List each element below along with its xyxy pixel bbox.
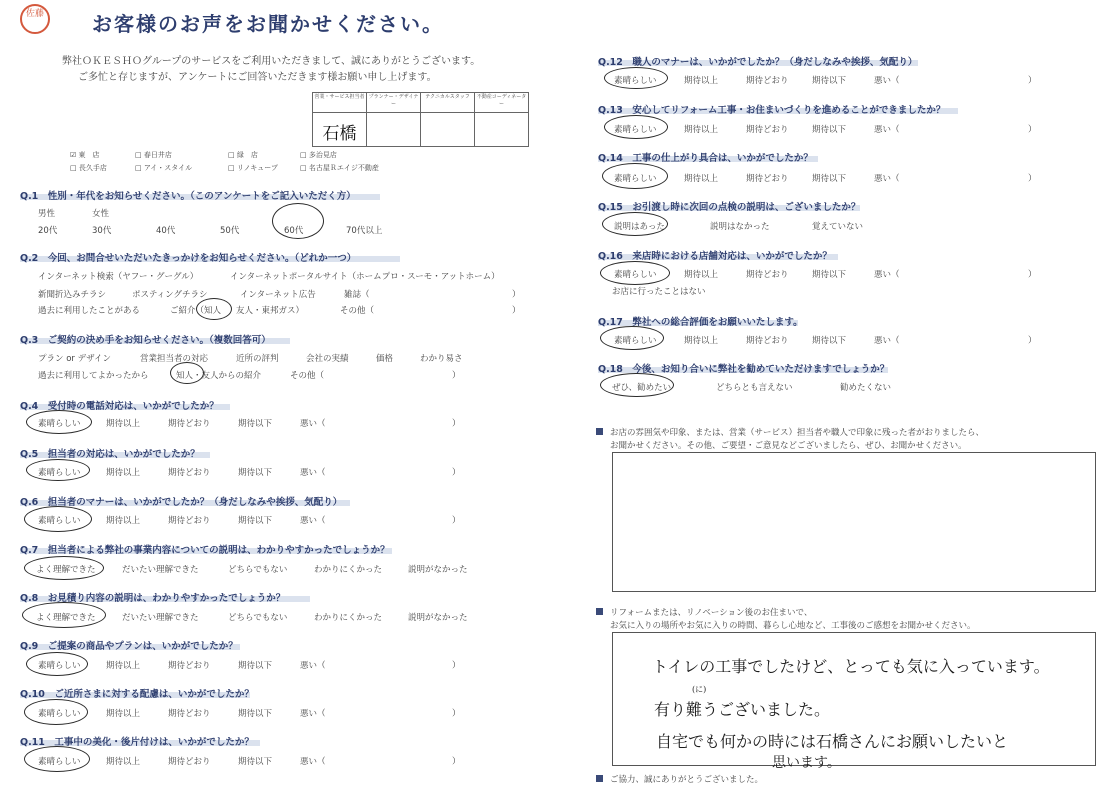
option[interactable]: 期待以下 — [238, 757, 273, 767]
store-checkbox[interactable]: □ 春日井店 — [135, 151, 172, 159]
footer-thanks: ご協力、誠にありがとうございました。 — [610, 775, 764, 785]
staff-header: テクニカルスタッフ — [421, 93, 475, 113]
question-q9: Q.9 ご提案の商品やプランは、いかがでしたか？ — [20, 641, 238, 652]
option[interactable]: 期待以上 — [106, 516, 141, 526]
option[interactable]: 悪い（ — [874, 125, 900, 135]
answer-circle — [24, 556, 104, 580]
option[interactable]: 素晴らしい — [38, 516, 81, 526]
option[interactable]: 期待以上 — [106, 661, 141, 671]
option: ） — [1028, 174, 1037, 184]
option[interactable]: 期待どおり — [168, 757, 211, 767]
option[interactable]: 悪い（ — [874, 336, 900, 346]
option[interactable]: 素晴らしい — [614, 336, 657, 346]
answer-circle — [24, 506, 92, 532]
option[interactable]: 期待以下 — [812, 125, 847, 135]
question-q13: Q.13 安心してリフォーム工事・お住まいづくりを進めることができましたか？ — [598, 105, 946, 116]
option[interactable]: だいたい理解できた — [122, 565, 199, 575]
option[interactable]: 期待どおり — [746, 270, 789, 280]
option[interactable]: わかり易さ — [420, 354, 463, 364]
question-q7: Q.7 担当者による弊社の事業内容についての説明は、わかりやすかったでしょうか？ — [20, 545, 390, 556]
option[interactable]: 知人・友人からの紹介 — [176, 371, 262, 381]
option[interactable]: ポスティングチラシ — [132, 290, 208, 300]
option[interactable]: 素晴らしい — [38, 419, 81, 429]
question-q6: Q.6 担当者のマナーは、いかがでしたか？（身だしなみや挨拶、気配り） — [20, 497, 343, 508]
handwritten-note: (に) — [692, 685, 707, 694]
option[interactable]: 素晴らしい — [38, 661, 81, 671]
intro-line-1: 弊社ＯＫＥＳＨＯグループのサービスをご利用いただきまして、誠にありがとうございます。 — [62, 56, 481, 67]
option[interactable]: 30代 — [92, 226, 112, 236]
option[interactable]: インターネット検索（ヤフー・グーグル） — [38, 272, 199, 282]
intro-line-2: ご多忙と存じますが、アンケートにご回答いただきます様お願い申し上げます。 — [78, 72, 437, 83]
bullet-square — [596, 428, 603, 435]
option[interactable]: 悪い（ — [300, 516, 326, 526]
option[interactable]: 期待以下 — [238, 468, 273, 478]
option[interactable]: ぜひ、勧めたい — [612, 383, 672, 393]
comment-box-1[interactable] — [612, 452, 1096, 592]
option[interactable]: 知人 — [204, 306, 222, 316]
question-q18: Q.18 今後、お知り合いに弊社を勧めていただけますでしょうか？ — [598, 364, 890, 375]
handwritten-line-2: 有り難うございました。 — [654, 700, 831, 719]
option[interactable]: 悪い（ — [300, 661, 326, 671]
bullet-square — [596, 608, 603, 615]
staff-value[interactable] — [421, 113, 475, 147]
option[interactable]: 期待以下 — [238, 419, 273, 429]
option[interactable]: 期待以上 — [106, 468, 141, 478]
question-q11: Q.11 工事中の美化・後片付けは、いかがでしたか？ — [20, 737, 254, 748]
option[interactable]: 悪い（ — [300, 468, 326, 478]
answer-circle — [26, 652, 88, 676]
option[interactable]: 新聞折込みチラシ — [38, 290, 107, 300]
answer-circle — [272, 203, 324, 239]
option: ） — [452, 661, 461, 671]
option[interactable]: 覚えていない — [812, 222, 864, 232]
seal-stamp: 佐藤 — [20, 4, 50, 34]
option[interactable]: 期待以上 — [684, 336, 719, 346]
option[interactable]: その他（ — [340, 306, 375, 316]
option[interactable]: 過去に利用してよかったから — [38, 371, 149, 381]
question-q8: Q.8 お見積り内容の説明は、わかりやすかったでしょうか？ — [20, 593, 286, 604]
option[interactable]: 会社の実績 — [306, 354, 349, 364]
option[interactable]: 営業担当者の対応 — [140, 354, 209, 364]
option[interactable]: 過去に利用したことがある — [38, 306, 141, 316]
option[interactable]: 雑誌（ — [344, 290, 370, 300]
comment-prompt-2: お聞かせください。その他、ご要望・ご意見などございましたら、ぜひ、お聞かせください。 — [610, 441, 967, 451]
option[interactable]: 素晴らしい — [38, 468, 81, 478]
option[interactable]: よく理解できた — [36, 565, 96, 575]
staff-value[interactable] — [475, 113, 529, 147]
option: ） — [452, 709, 461, 719]
option[interactable]: 悪い（ — [300, 709, 326, 719]
option[interactable]: どちらでもない — [228, 613, 288, 623]
option[interactable]: 勧めたくない — [840, 383, 892, 393]
option[interactable]: その他（ — [290, 371, 325, 381]
answer-circle — [26, 410, 92, 434]
option[interactable]: 期待以下 — [812, 336, 847, 346]
option[interactable]: 期待以上 — [684, 76, 719, 86]
option[interactable]: 期待以上 — [684, 270, 719, 280]
store-checkbox[interactable]: ☑ 東 店 — [70, 151, 100, 159]
answer-circle — [26, 459, 90, 481]
option[interactable]: ご紹介（ — [170, 306, 205, 316]
option[interactable]: 女性 — [92, 209, 110, 219]
option[interactable]: 期待どおり — [746, 174, 789, 184]
question-q4: Q.4 受付時の電話対応は、いかがでしたか？ — [20, 401, 219, 412]
staff-header: 不動産コーディネーター — [475, 93, 529, 113]
option[interactable]: 素晴らしい — [38, 757, 81, 767]
comment-prompt-4: お気に入りの場所やお気に入りの時間、暮らし心地など、工事後のご感想をお聞かせください。 — [610, 621, 976, 631]
option[interactable]: 期待以下 — [812, 174, 847, 184]
answer-circle — [600, 373, 674, 397]
option[interactable]: 期待どおり — [168, 661, 211, 671]
option[interactable]: だいたい理解できた — [122, 613, 199, 623]
option[interactable]: 悪い（ — [874, 174, 900, 184]
option: ） — [512, 290, 521, 300]
answer-circle — [602, 163, 668, 189]
staff-header: 営業・サービス担当者 — [313, 93, 367, 113]
option[interactable]: 期待どおり — [168, 516, 211, 526]
option[interactable]: 素晴らしい — [38, 709, 81, 719]
option: ） — [452, 516, 461, 526]
staff-value[interactable] — [367, 113, 421, 147]
handwritten-line-4: 思います。 — [772, 755, 841, 771]
option[interactable]: 説明がなかった — [408, 565, 468, 575]
option[interactable]: 期待以上 — [106, 709, 141, 719]
option[interactable]: 40代 — [156, 226, 176, 236]
option[interactable]: 期待どおり — [746, 125, 789, 135]
question-q2: Q.2 今回、お問合せいただいたきっかけをお知らせください。（どれか一つ） — [20, 253, 357, 264]
answer-circle — [24, 699, 88, 725]
option[interactable]: 期待どおり — [746, 76, 789, 86]
option[interactable]: 期待以上 — [106, 757, 141, 767]
option[interactable]: 期待以上 — [684, 125, 719, 135]
answer-circle — [24, 746, 90, 772]
store-checkbox[interactable]: □ 多治見店 — [300, 151, 337, 159]
option: ） — [452, 468, 461, 478]
answer-circle — [22, 602, 106, 628]
option[interactable]: よく理解できた — [36, 613, 96, 623]
option: ） — [1028, 270, 1037, 280]
option[interactable]: 50代 — [220, 226, 240, 236]
option[interactable]: 素晴らしい — [614, 174, 657, 184]
question-q16: Q.16 来店時における店舗対応は、いかがでしたか？ — [598, 251, 832, 262]
option[interactable]: インターネットポータルサイト（ホームプロ・スーモ・アットホーム） — [230, 272, 500, 282]
option: ） — [452, 371, 461, 381]
handwritten-line-1: トイレの工事でしたけど、とっても気に入っています。 — [652, 657, 1050, 676]
option: ） — [452, 757, 461, 767]
store-checkbox[interactable]: □ 名古屋Ｒエイジ不動産 — [300, 164, 379, 172]
option[interactable]: 期待以下 — [238, 661, 273, 671]
option[interactable]: 素晴らしい — [614, 125, 657, 135]
option[interactable]: 素晴らしい — [614, 270, 657, 280]
option[interactable]: 悪い（ — [300, 757, 326, 767]
option[interactable]: 説明はあった — [614, 222, 665, 232]
option[interactable]: プラン or デザイン — [38, 354, 112, 364]
option[interactable]: 期待以下 — [812, 76, 847, 86]
option[interactable]: 70代以上 — [346, 226, 383, 236]
question-q5: Q.5 担当者の対応は、いかがでしたか？ — [20, 449, 200, 460]
option[interactable]: 期待どおり — [168, 709, 211, 719]
option[interactable]: 期待どおり — [168, 468, 211, 478]
answer-circle — [170, 362, 204, 384]
question-q10: Q.10 ご近所さまに対する配慮は、いかがでしたか？ — [20, 689, 254, 700]
option[interactable]: 近所の評判 — [236, 354, 279, 364]
page-title: お客様のお声をお聞かせください。 — [92, 12, 444, 36]
bullet-square — [596, 775, 603, 782]
answer-circle — [602, 212, 668, 236]
option[interactable]: 期待以上 — [684, 174, 719, 184]
question-q3: Q.3 ご契約の決め手をお知らせください。（複数回答可） — [20, 335, 271, 346]
option[interactable]: 期待どおり — [168, 419, 211, 429]
question-q15: Q.15 お引渡し時に次回の点検の説明は、ございましたか？ — [598, 202, 861, 213]
option[interactable]: 説明がなかった — [408, 613, 468, 623]
staff-table — [312, 92, 529, 147]
comment-prompt-3: リフォームまたは、リノベーション後のお住まいで、 — [610, 608, 813, 618]
option: ） — [1028, 125, 1037, 135]
store-checkbox[interactable]: □ リノキューブ — [228, 164, 278, 172]
option[interactable]: インターネット広告 — [240, 290, 316, 300]
option: ） — [452, 419, 461, 429]
option[interactable]: 期待以下 — [812, 270, 847, 280]
option[interactable]: 説明はなかった — [710, 222, 770, 232]
option[interactable]: 価格 — [376, 354, 394, 364]
option[interactable]: わかりにくかった — [314, 565, 383, 575]
option[interactable]: 期待以上 — [106, 419, 141, 429]
option[interactable]: 男性 — [38, 209, 56, 219]
answer-circle — [600, 326, 664, 350]
option[interactable]: 素晴らしい — [614, 76, 657, 86]
option: ） — [512, 306, 521, 316]
option[interactable]: 期待以下 — [238, 516, 273, 526]
option[interactable]: どちらとも言えない — [716, 383, 793, 393]
answer-circle — [196, 298, 232, 320]
option[interactable]: お店に行ったことはない — [612, 287, 706, 297]
answer-circle — [600, 261, 670, 285]
store-checkbox[interactable]: □ 緑 店 — [228, 151, 258, 159]
question-q1: Q.1 性別・年代をお知らせください。（このアンケートをご記入いただく方） — [20, 191, 356, 202]
option[interactable]: 悪い（ — [300, 419, 326, 429]
option[interactable]: わかりにくかった — [314, 613, 383, 623]
option[interactable]: 悪い（ — [874, 76, 900, 86]
store-checkbox[interactable]: □ アイ・スタイル — [135, 164, 193, 172]
question-q12: Q.12 職人のマナーは、いかがでしたか？（身だしなみや挨拶、気配り） — [598, 57, 918, 68]
staff-value[interactable]: 石橋 — [313, 113, 367, 147]
staff-header: プランナー・デザイナー — [367, 93, 421, 113]
option[interactable]: 60代 — [284, 226, 304, 236]
answer-circle — [604, 115, 668, 139]
question-q14: Q.14 工事の仕上がり具合は、いかがでしたか？ — [598, 153, 813, 164]
option[interactable]: 20代 — [38, 226, 58, 236]
handwritten-line-3: 自宅でも何かの時には石橋さんにお願いしたいと — [656, 732, 1009, 751]
comment-prompt-1: お店の雰囲気や印象、または、営業（サービス）担当者や職人で印象に残った者がおりましたら、 — [610, 428, 985, 438]
answer-circle — [604, 67, 668, 89]
option[interactable]: 友人・東邦ガス） — [236, 306, 305, 316]
option[interactable]: 期待どおり — [746, 336, 789, 346]
option[interactable]: 期待以下 — [238, 709, 273, 719]
option: ） — [1028, 336, 1037, 346]
store-checkbox[interactable]: □ 長久手店 — [70, 164, 107, 172]
option[interactable]: 悪い（ — [874, 270, 900, 280]
question-q17: Q.17 弊社への総合評価をお願いいたします。 — [598, 317, 803, 328]
option[interactable]: どちらでもない — [228, 565, 288, 575]
option: ） — [1028, 76, 1037, 86]
